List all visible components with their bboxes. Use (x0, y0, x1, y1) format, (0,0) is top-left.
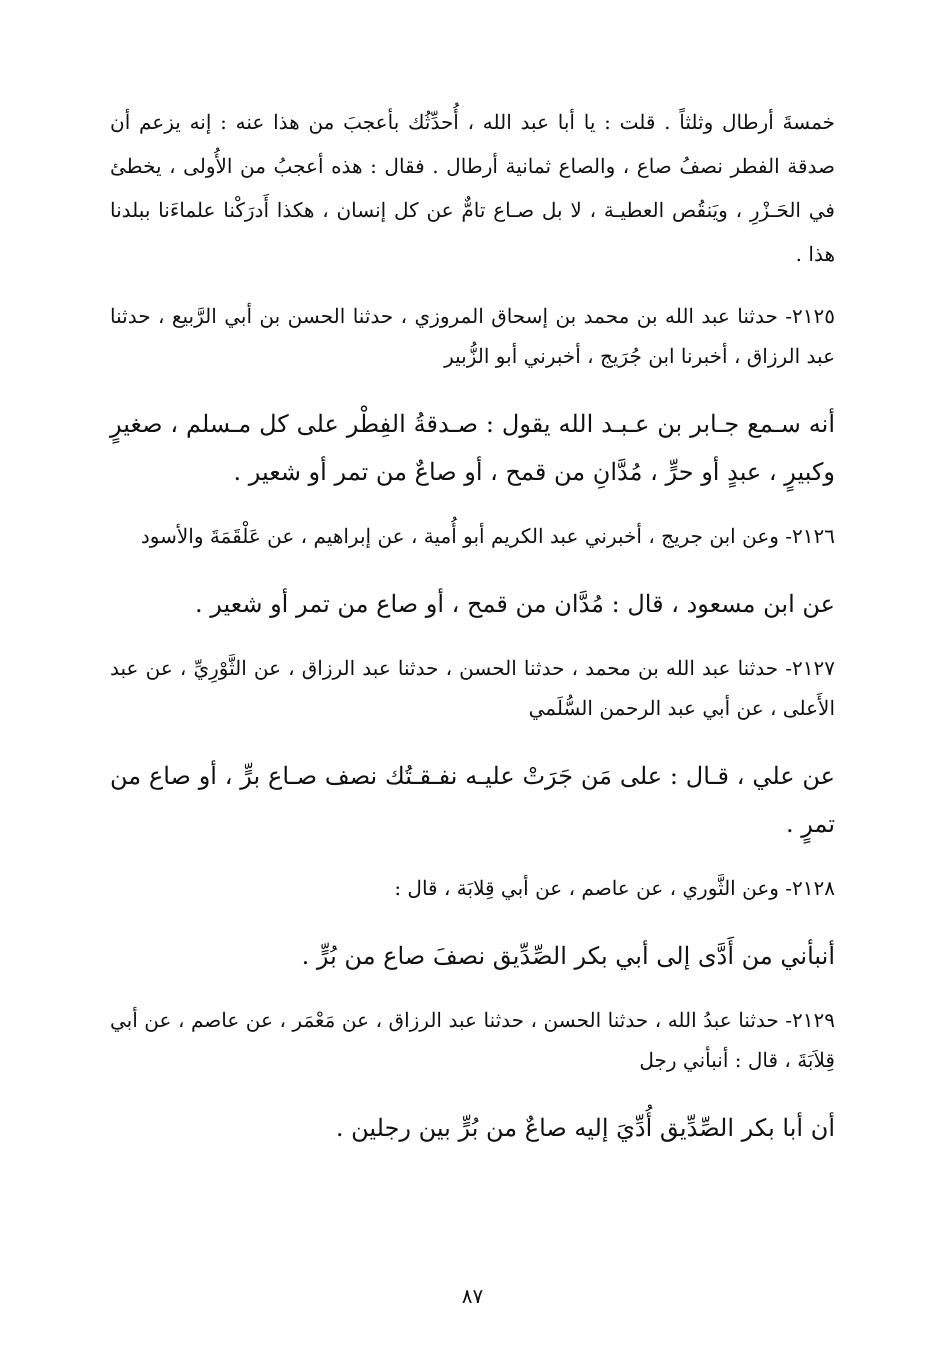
hadith-2127-matn: عن علي ، قـال : على مَن جَرَتْ عليـه نفـقـتُك نصف صـاع برٍّ ، أو صاع من تمرٍ . (110, 762, 835, 838)
hadith-2125-matn: أنه سـمع جـابر بن عـبـد الله يقول : صـدقةُ الفِطْر على كل مـسلم ، صغيرٍ وكبيرٍ ، عبدٍ أو حرٍّ ، مُدَّانِ من قمح ، أو صاعٌ من تمر أو شعير . (110, 410, 835, 486)
hadith-2129-matn: أن أبا بكر الصِّدِّيق أُدِّيَ إليه صاعٌ من بُرٍّ بين رجلين . (335, 1114, 835, 1142)
hadith-2126-isnad: ٢١٢٦- وعن ابن جريج ، أخبرني عبد الكريم أبو أُمية ، عن إبراهيم ، عن عَلْقَمَةَ والأسود (140, 524, 835, 548)
intro-paragraph: خمسةَ أرطال وثلثاً . قلت : يا أبا عبد الله ، أُحدِّثُك بأعجبَ من هذا عنه : إنه يزعم أن صدقة الفطر نصفُ صاع ، والصاع ثمانية أرطال . فقال : هذه أعجبُ من الأُولى ، يخطئ في الحَـزْرِ ، ويَنقُص العطيـة ، لا بل صـاع تامٌّ عن كل إنسان ، هكذا أَدرَكْنا علماءَنا ببلدنا هذا . (110, 110, 835, 266)
hadith-2125-isnad: ٢١٢٥- حدثنا عبد الله بن محمد بن إسحاق المروزي ، حدثنا الحسن بن أبي الرَّبيع ، حدثنا عبد الرزاق ، أخبرنا ابن جُرَيج ، أخبرني أبو الزُّبير (110, 304, 835, 368)
hadith-2128-isnad: ٢١٢٨- وعن الثَّوري ، عن عاصم ، عن أبي قِلابَة ، قال : (394, 876, 835, 900)
page-number: ٨٧ (461, 1284, 484, 1308)
hadith-2126-matn: عن ابن مسعود ، قال : مُدَّان من قمح ، أو صاع من تمر أو شعير . (195, 590, 835, 618)
page-body (110, 100, 835, 1372)
hadith-2127-isnad: ٢١٢٧- حدثنا عبد الله بن محمد ، حدثنا الحسن ، حدثنا عبد الرزاق ، عن الثَّوْرِيِّ ، عن عبد الأَعلى ، عن أبي عبد الرحمن السُّلَمي (110, 656, 835, 720)
hadith-2128-matn: أنبأني من أَدَّى إلى أبي بكر الصِّدِّيق نصفَ صاع من بُرٍّ . (301, 942, 835, 970)
hadith-2129-isnad: ٢١٢٩- حدثنا عبدُ الله ، حدثنا الحسن ، حدثنا عبد الرزاق ، عن مَعْمَر ، عن عاصم ، عن أبي قِلاَبَةَ ، قال : أنبأني رجل (110, 1008, 835, 1072)
